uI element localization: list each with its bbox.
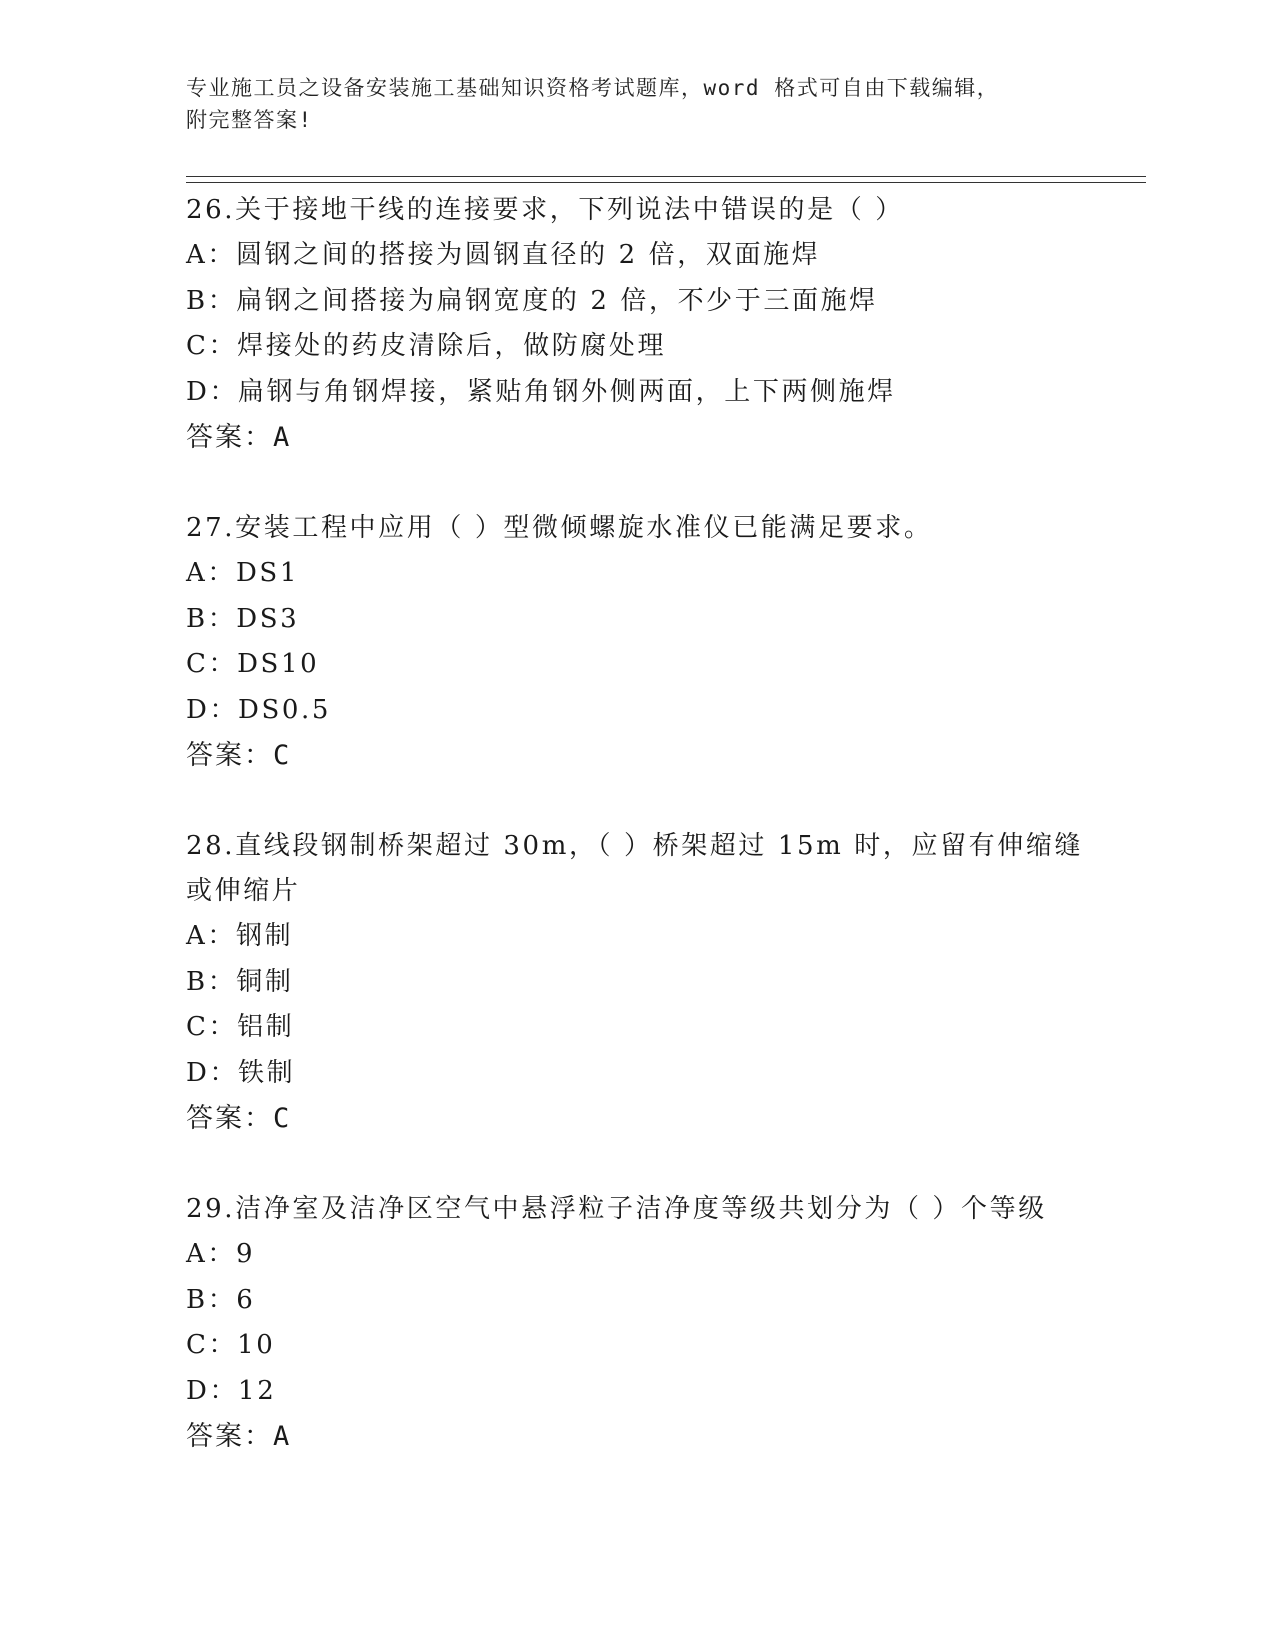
question-29 [186, 1187, 1086, 1459]
question-27 [186, 506, 1086, 778]
question-list [186, 188, 1086, 1459]
option-a: A：9 [186, 1239, 256, 1269]
question-stem: 26.关于接地干线的连接要求，下列说法中错误的是（ ） [186, 195, 904, 225]
option-c: C：铝制 [186, 1012, 295, 1042]
question-stem: 29.洁净室及洁净区空气中悬浮粒子洁净度等级共划分为（ ）个等级 [186, 1194, 1047, 1224]
option-a: A：钢制 [186, 921, 294, 951]
option-c: C：焊接处的药皮清除后，做防腐处理 [186, 331, 667, 361]
header-line-1: 专业施工员之设备安装施工基础知识资格考试题库，word 格式可自由下载编辑， [186, 76, 1000, 100]
header-divider-bottom [186, 182, 1146, 183]
answer-line: 答案：A [186, 422, 292, 453]
spacer [186, 460, 1086, 506]
option-b: B：铜制 [186, 966, 294, 997]
option-c: C：10 [186, 1330, 276, 1360]
option-b: B：扁钢之间搭接为扁钢宽度的 2 倍，不少于三面施焊 [186, 285, 878, 316]
question-26 [186, 188, 1086, 460]
question-stem: 27.安装工程中应用（ ）型微倾螺旋水准仪已能满足要求。 [186, 513, 933, 543]
option-a: A：圆钢之间的搭接为圆钢直径的 2 倍，双面施焊 [186, 240, 821, 270]
option-b: B：6 [186, 1284, 256, 1315]
spacer [186, 778, 1086, 824]
option-d: D：铁制 [186, 1057, 296, 1088]
answer-line: 答案：A [186, 1421, 292, 1452]
option-d: D：DS0.5 [186, 694, 332, 725]
option-b: B：DS3 [186, 603, 300, 634]
document-header [186, 72, 1066, 136]
answer-line: 答案：C [186, 1103, 292, 1134]
question-stem: 28.直线段钢制桥架超过 30m，（ ）桥架超过 15m 时，应留有伸缩缝或伸缩片 [186, 831, 1084, 906]
spacer [186, 1141, 1086, 1187]
question-28 [186, 824, 1086, 1141]
answer-line: 答案：C [186, 740, 292, 771]
header-line-2: 附完整答案! [186, 108, 313, 132]
option-d: D：12 [186, 1375, 277, 1406]
header-divider-top [186, 176, 1146, 177]
option-a: A：DS1 [186, 558, 299, 588]
option-d: D：扁钢与角钢焊接，紧贴角钢外侧两面，上下两侧施焊 [186, 376, 896, 407]
option-c: C：DS10 [186, 649, 320, 679]
